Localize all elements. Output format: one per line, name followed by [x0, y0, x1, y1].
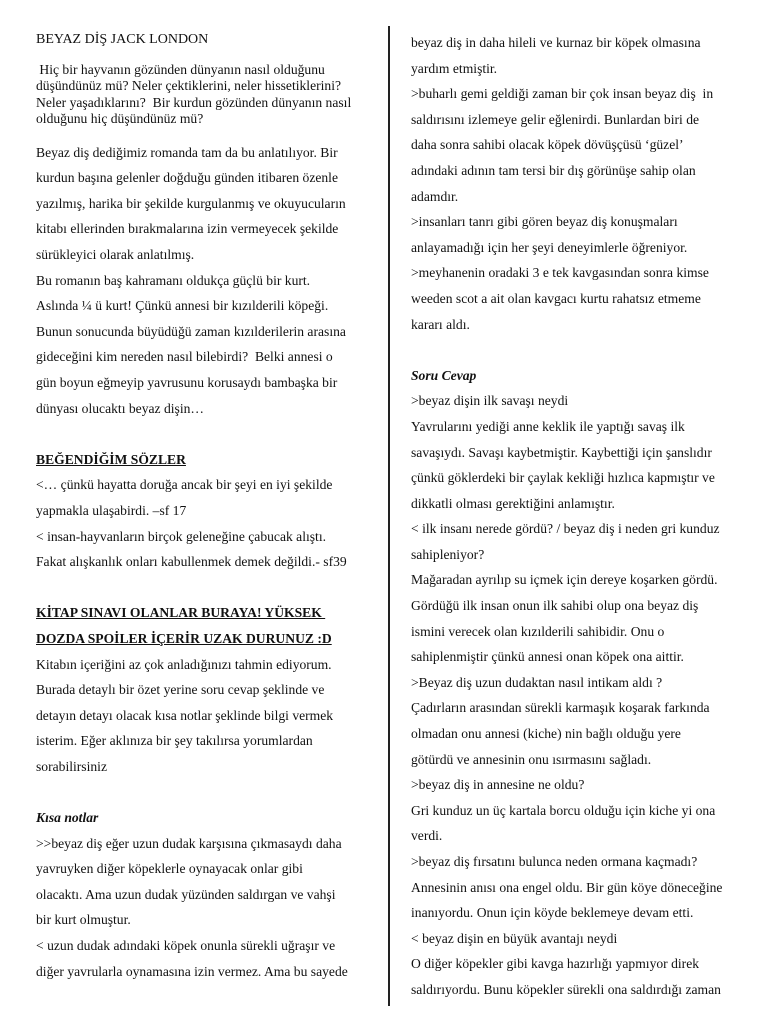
spacer	[36, 575, 372, 601]
left-column	[36, 30, 372, 984]
note-line: saldırısını izlemeye gelir eğlenirdi. Bunlardan biri de	[411, 111, 700, 127]
note-line: >insanları tanrı gibi gören beyaz diş konuşmaları	[411, 214, 678, 230]
note-line: kararı aldı.	[411, 316, 470, 332]
text-line: Beyaz diş dediğimiz romanda tam da bu anlatılıyor. Bir	[36, 144, 338, 160]
qa-heading: Soru Cevap	[411, 367, 477, 383]
note-line: beyaz diş in daha hileli ve kurnaz bir köpek olmasına	[411, 35, 701, 50]
exam-heading-line: KİTAP SINAVI OLANLAR BURAYA! YÜKSEK	[36, 605, 326, 621]
notes-heading: Kısa notlar	[36, 810, 99, 826]
text-line: kitabı ellerinden bırakmalarına izin vermeyecek şekilde	[36, 221, 339, 237]
text-line: sorabilirsiniz	[36, 758, 107, 774]
qa-line: Annesinin anısı ona engel oldu. Bir gün köye döneceğine	[411, 879, 723, 895]
text-line: Hiç bir hayvanın gözünden dünyanın nasıl olduğunu	[36, 62, 325, 77]
spacer	[411, 337, 741, 363]
intro-paragraph	[36, 62, 372, 128]
note-line: weeden scot a ait olan kavgacı kurtu rahatsız etmeme	[411, 290, 701, 306]
text-line: detayın detayı olacak kısa notlar şeklinde bilgi vermek	[36, 707, 334, 723]
text-line: isterim. Eğer aklınıza bir şey takılırsa yorumlardan	[36, 733, 313, 749]
spacer	[36, 421, 372, 447]
text-line: kurdun başına gelenler doğduğu günden itibaren özenle	[36, 170, 338, 186]
text-line: dünyası olucaktı beyaz dişin…	[36, 400, 204, 416]
qa-line: sahipleniyor?	[411, 546, 485, 562]
qa-line: inanıyordu. Onun için köyde beklemeye devam etti.	[411, 905, 694, 921]
qa-line: >beyaz diş in annesine ne oldu?	[411, 777, 585, 793]
qa-line: çünkü göklerdeki bir çaylak kekliği hızlıca kapmıştır ve	[411, 470, 715, 486]
qa-line: ismini verecek olan kızılderili sahibidir. Onu o	[411, 623, 665, 639]
note-line: bir kurt olmuştur.	[36, 912, 131, 928]
quote-line: yapmakla ulaşabirdi. –sf 17	[36, 502, 187, 518]
qa-line: < beyaz dişin en büyük avantajı neydi	[411, 930, 618, 946]
text-line: düşündünüz mü? Neler çektiklerini, neler hissetiklerini?	[36, 78, 342, 94]
qa-line: >beyaz dişin ilk savaşı neydi	[411, 393, 569, 409]
note-line: daha sonra sahibi olacak köpek dövüşçüsü ‘güzel’	[411, 137, 684, 153]
text-line: olduğunu hiç düşündünüz mü?	[36, 111, 204, 127]
right-column	[411, 30, 741, 1003]
qa-line: olmadan onu annesi (kiche) nin bağlı olduğu yere	[411, 726, 681, 742]
qa-line: savaşıydı. Savaşı kaybetmiştir. Kaybettiği için şanslıdır	[411, 444, 712, 460]
qa-line: Çadırların arasından sürekli karmaşık koşarak farkında	[411, 700, 710, 716]
note-line: adamdır.	[411, 188, 459, 204]
text-line: gün boyun eğmeyip yavrusunu korusaydı bambaşka bir	[36, 374, 338, 390]
column-divider	[388, 26, 390, 1006]
quotes-heading: BEĞENDİĞİM SÖZLER	[36, 451, 186, 467]
qa-line: Gördüğü ilk insan onun ilk sahibi olup ona beyaz diş	[411, 598, 699, 614]
text-line: Bu romanın baş kahramanı oldukça güçlü bir kurt.	[36, 272, 311, 288]
qa-line: Yavrularını yediği anne keklik ile yaptığı savaş ilk	[411, 418, 685, 434]
note-line: >>beyaz diş eğer uzun dudak karşısına çıkmasaydı daha	[36, 835, 342, 851]
qa-line: < ilk insanı nerede gördü? / beyaz diş i neden gri kunduz	[411, 521, 720, 537]
note-line: >meyhanenin oradaki 3 e tek kavgasından sonra kimse	[411, 265, 709, 281]
note-line: yavruyken diğer köpeklerle oynayacak onlar gibi	[36, 861, 303, 877]
text-line: sürükleyici olarak anlatılmış.	[36, 247, 195, 262]
qa-line: verdi.	[411, 828, 443, 844]
document-title: BEYAZ DİŞ JACK LONDON	[36, 32, 209, 47]
quote-line: < insan-hayvanların birçok geleneğine çabucak alıştı.	[36, 528, 327, 544]
qa-line: götürdü ve annesinin onu ısırmasını sağladı.	[411, 751, 652, 767]
qa-line: Mağaradan ayrılıp su içmek için dereye koşarken gördü.	[411, 572, 718, 588]
spacer	[36, 128, 372, 140]
text-line: Kitabın içeriğini az çok anladığınızı tahmin ediyorum.	[36, 656, 332, 672]
text-line: Bunun sonucunda büyüdüğü zaman kızılderilerin arasına	[36, 323, 346, 339]
exam-heading-line: DOZDA SPOİLER İÇERİR UZAK DURUNUZ :D	[36, 630, 332, 646]
text-line: yazılmış, harika bir şekilde kurgulanmış ve okuyucuların	[36, 195, 346, 211]
note-line: < uzun dudak adındaki köpek onunla sürekli uğraşır ve	[36, 938, 336, 954]
spacer	[36, 779, 372, 805]
text-line: Neler yaşadıklarını? Bir kurdun gözünden dünyanın nasıl	[36, 94, 352, 110]
note-line: olacaktı. Ama uzun dudak yüzünden saldırgan ve vahşi	[36, 886, 336, 902]
note-line: anlayamadığı için her şeyi deneyimlerle öğreniyor.	[411, 239, 688, 255]
qa-line: >Beyaz diş uzun dudaktan nasıl intikam aldı ?	[411, 674, 663, 690]
note-line: >buharlı gemi geldiği zaman bir çok insan beyaz diş in	[411, 86, 714, 102]
note-line: adındaki adının tam tersi bir dış görünüşe sahip olan	[411, 162, 696, 178]
text-line: gideceğini kim nereden nasıl bilebirdi? Belki annesi o	[36, 349, 333, 365]
summary-paragraph	[36, 140, 372, 985]
qa-line: saldırıyordu. Bunu köpekler sürekli ona saldırdığı zaman	[411, 981, 721, 997]
quote-line: Fakat alışkanlık onları kabullenmek demek değildi.- sf39	[36, 554, 347, 570]
qa-line: Gri kunduz un üç kartala borcu olduğu için kiche yi ona	[411, 802, 716, 818]
note-line: yardım etmiştir.	[411, 60, 498, 76]
text-line: Burada detaylı bir özet yerine soru cevap şeklinde ve	[36, 682, 325, 698]
text-line: Aslında ¼ ü kurt! Çünkü annesi bir kızılderili köpeği.	[36, 298, 329, 314]
qa-line: dikkatli olması gerektiğini anlamıştır.	[411, 495, 615, 511]
quote-line: <… çünkü hayatta doruğa ancak bir şeyi en iyi şekilde	[36, 477, 333, 493]
qa-line: sahiplenmiştir çünkü annesi onan köpek ona aittir.	[411, 649, 684, 665]
note-line: diğer yavrularla oynamasına izin vermez. Ama bu sayede	[36, 963, 348, 979]
qa-line: O diğer köpekler gibi kavga hazırlığı yapmıyor direk	[411, 956, 700, 972]
qa-line: >beyaz diş fırsatını bulunca neden ormana kaçmadı?	[411, 854, 698, 869]
